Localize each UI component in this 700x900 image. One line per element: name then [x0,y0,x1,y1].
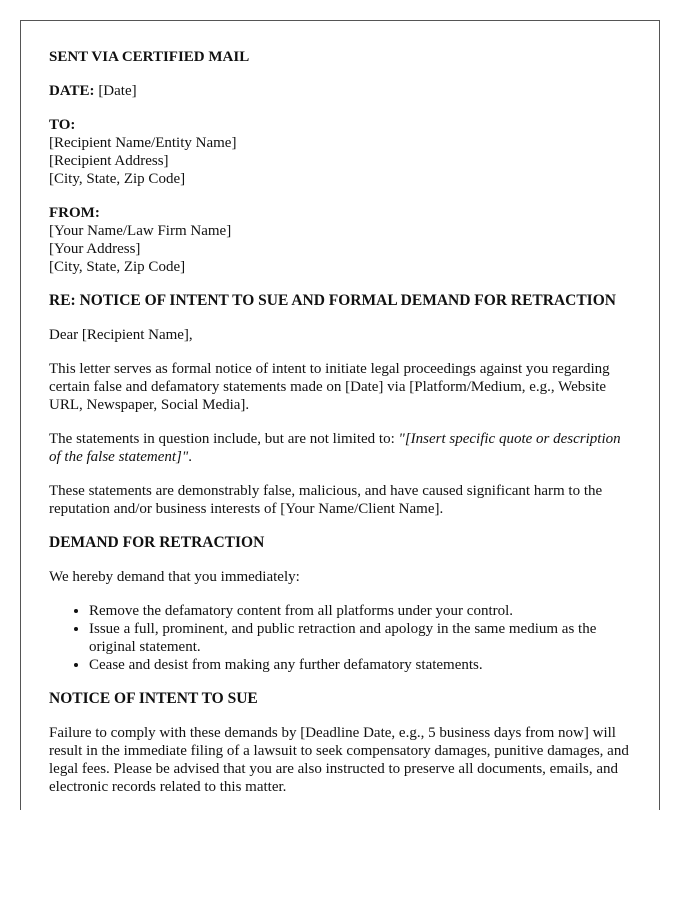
to-label: TO: [49,117,76,133]
failure-paragraph: Failure to comply with these demands by [Deadline Date, e.g., 5 business days from now] will result in the immediate filing of a lawsuit to seek compensatory damages, punitive damages, and legal fees. Please be advised that you are also instructed to preserve all documents, emails, and electronic records related to this matter. [49,725,629,795]
sender-city: [City, State, Zip Code] [49,259,186,275]
mail-method: SENT VIA CERTIFIED MAIL [49,49,250,65]
demand-item: • Issue a full, prominent, and public retraction and apology in the same medium as the original statement. [89,620,631,656]
demand-list [49,602,631,674]
to-block [49,116,631,188]
letter-page [20,20,660,810]
demand-intro: We hereby demand that you immediately: [49,569,300,585]
harm-paragraph: These statements are demonstrably false, malicious, and have caused significant harm to the reputation and/or business interests of [Your Name/Client Name]. [49,483,603,517]
demand-heading: DEMAND FOR RETRACTION [49,534,265,551]
intro-paragraph: This letter serves as formal notice of intent to initiate legal proceedings against you regarding certain false and defamatory statements made on [Date] via [Platform/Medium, e.g., Website URL, Newspaper, Social Media]. [49,361,610,413]
recipient-address: [Recipient Address] [49,153,169,169]
sender-address: [Your Address] [49,241,141,257]
from-block [49,204,631,276]
salutation: Dear [Recipient Name], [49,327,193,343]
notice-heading: NOTICE OF INTENT TO SUE [49,690,258,707]
statements-text: The statements in question include, but are not limited to: [49,431,399,447]
recipient-name: [Recipient Name/Entity Name] [49,135,237,151]
demand-item: • Remove the defamatory content from all platforms under your control. [89,602,631,620]
statements-paragraph [49,430,631,466]
subject-line: RE: NOTICE OF INTENT TO SUE AND FORMAL DEMAND FOR RETRACTION [49,292,616,309]
letter-body [21,21,659,796]
sender-name: [Your Name/Law Firm Name] [49,223,232,239]
statements-quote: "[Insert specific quote or description of the false statement]" [49,431,621,465]
demand-item: • Cease and desist from making any further defamatory statements. [89,656,631,674]
date-block [49,82,631,100]
recipient-city: [City, State, Zip Code] [49,171,186,187]
date-label: DATE: [49,83,95,99]
statements-end: . [188,449,192,465]
date-value: [Date] [98,83,137,99]
from-label: FROM: [49,205,100,221]
